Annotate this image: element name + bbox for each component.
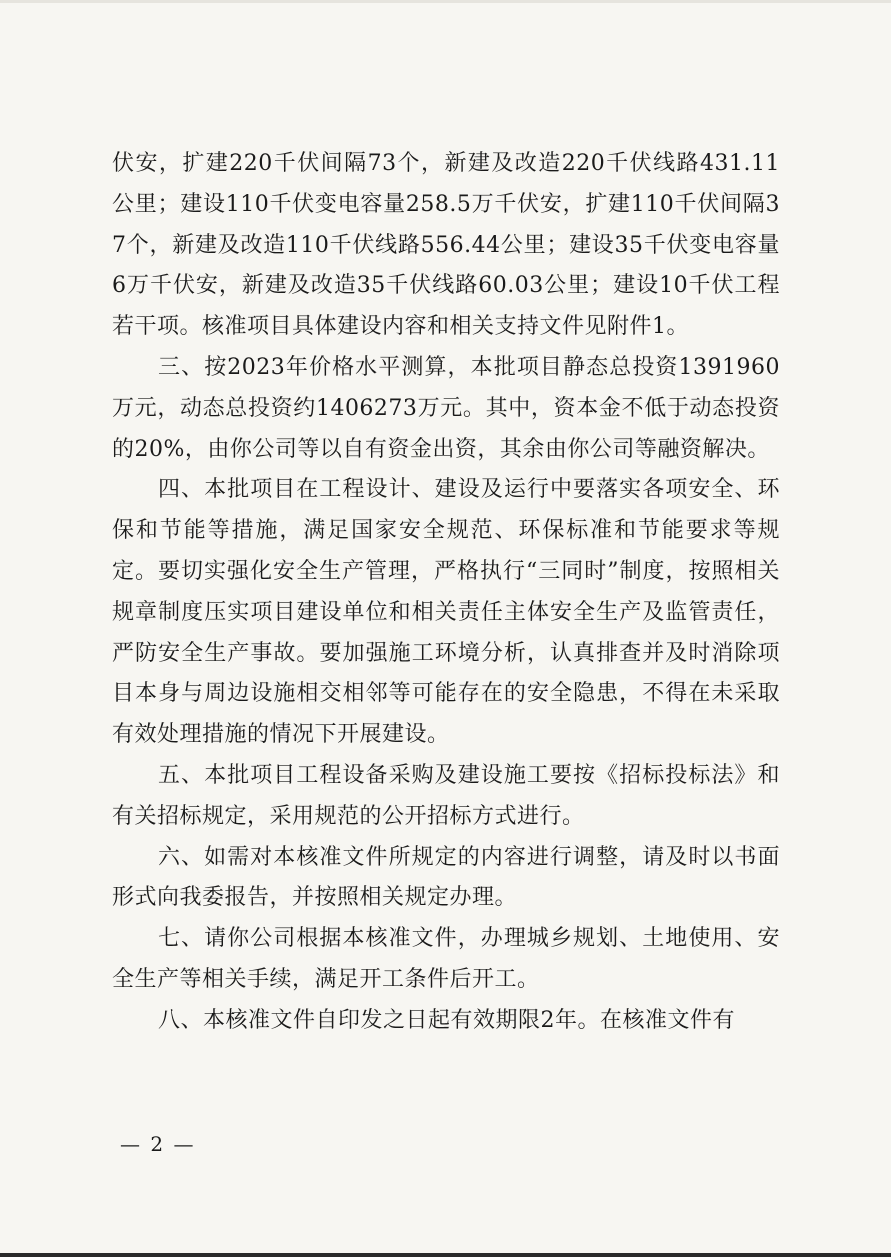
paragraph-section-5: 五、本批项目工程设备采购及建设施工要按《招标投标法》和有关招标规定，采用规范的公开招标方式进行。 (112, 762, 780, 829)
scan-edge-top (0, 0, 891, 3)
paragraph-section-6: 六、如需对本核准文件所规定的内容进行调整，请及时以书面形式向我委报告，并按照相关规定办理。 (112, 844, 780, 911)
page-number: — 2 — (120, 1132, 196, 1156)
paragraph-section-3: 三、按2023年价格水平测算，本批项目静态总投资1391960万元，动态总投资约1406273万元。其中，资本金不低于动态投资的20%，由你公司等以自有资金出资，其余由你公司等融资解决。 (112, 354, 780, 462)
paragraph-section-8: 八、本核准文件自印发之日起有效期限2年。在核准文件有 (158, 1007, 735, 1033)
scan-edge-bottom (0, 1253, 891, 1257)
paragraph-section-7: 七、请你公司根据本核准文件，办理城乡规划、土地使用、安全生产等相关手续，满足开工条件后开工。 (112, 926, 780, 992)
paragraph-continuation: 伏安，扩建220千伏间隔73个，新建及改造220千伏线路431.11公里；建设110千伏变电容量258.5万千伏安，扩建110千伏间隔37个，新建及改造110千伏线路556.44公里；建设35千伏变电容量6万千伏安，新建及改造35千伏线路60.03公里；建设10千伏工程若干项。核准项目具体建设内容和相关支持文件见附件1。 (112, 151, 780, 340)
document-body (112, 144, 780, 1042)
paragraph-section-4: 四、本批项目在工程设计、建设及运行中要落实各项安全、环保和节能等措施，满足国家安全规范、环保标准和节能要求等规定。要切实强化安全生产管理，严格执行“三同时”制度，按照相关规章制度压实项目建设单位和相关责任主体安全生产及监管责任，严防安全生产事故。要加强施工环境分析，认真排查并及时消除项目本身与周边设施相交相邻等可能存在的安全隐患，不得在未采取有效处理措施的情况下开展建设。 (112, 477, 780, 748)
